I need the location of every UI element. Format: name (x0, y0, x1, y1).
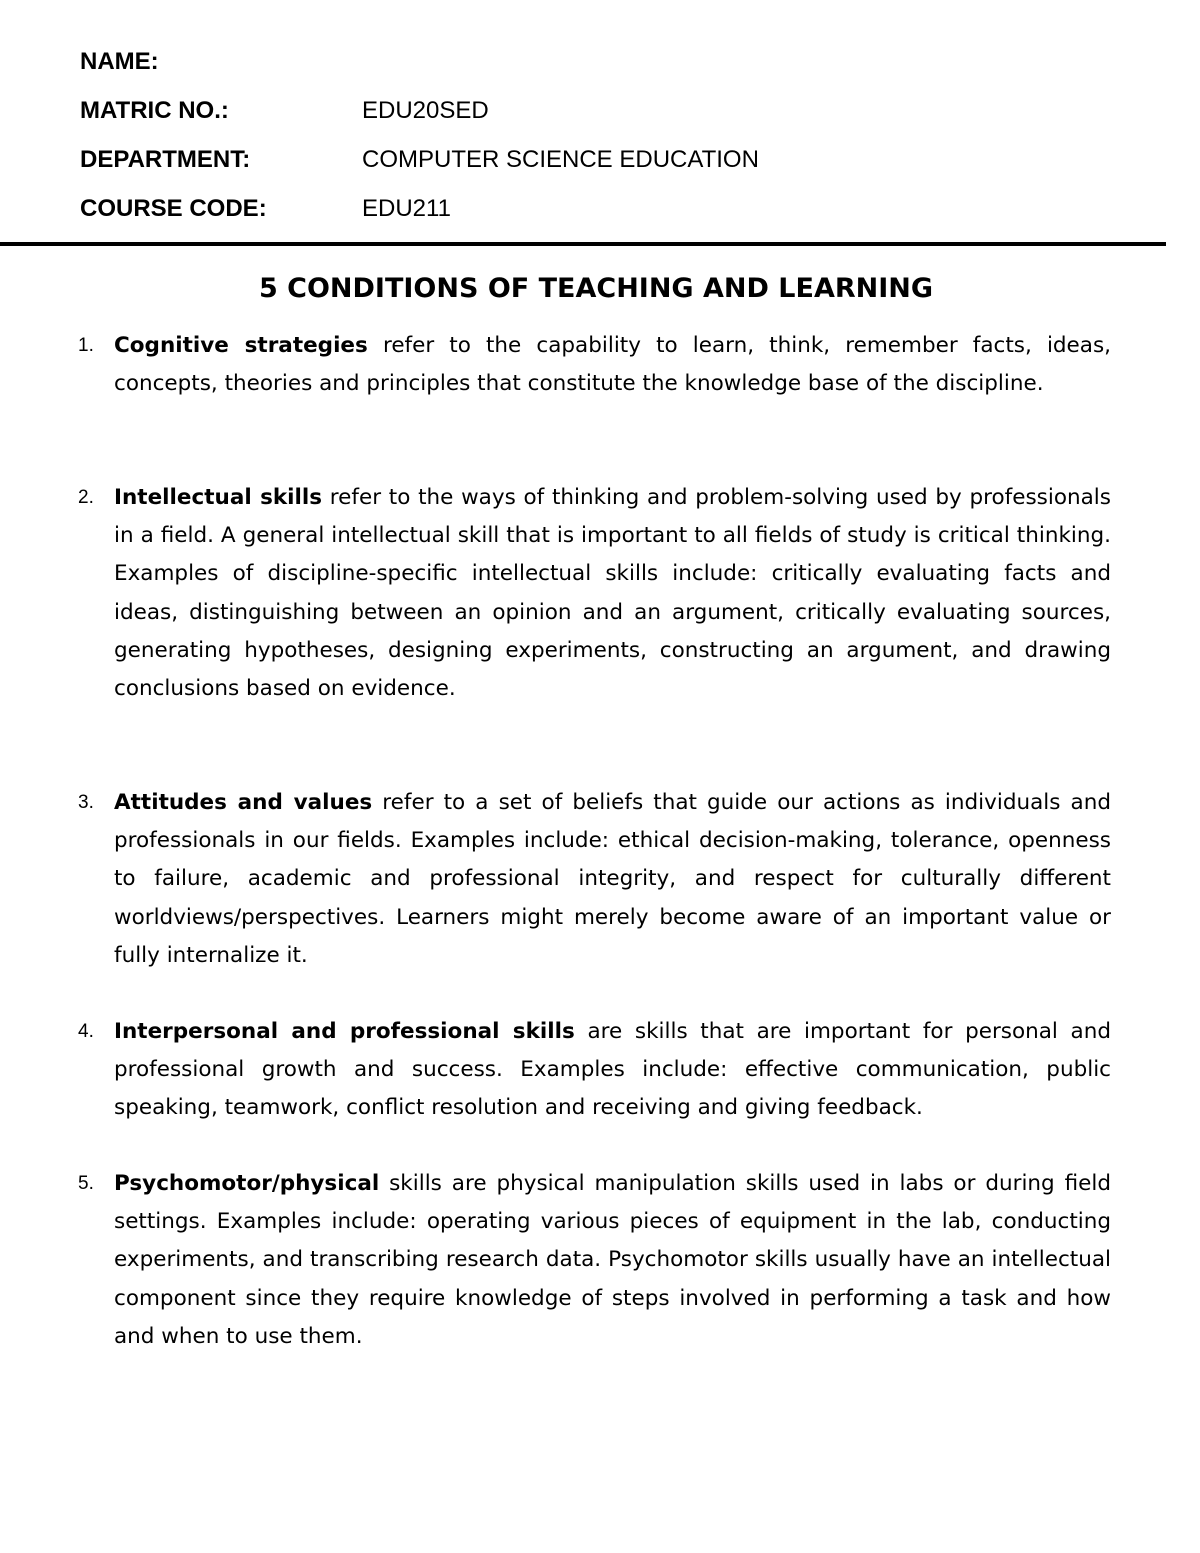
list-item-term: Interpersonal and professional skills (114, 1019, 575, 1044)
course-code-value: EDU211 (362, 195, 451, 222)
list-item (78, 1165, 1111, 1356)
list-item-text: refer to the ways of thinking and problem-solving used by professionals in a field. A general intellectual skill that is important to all fields of study is critical thinking. Examples of discipline-specific intellectual skills include: critically evaluating facts and ideas, distinguishing between an opinion and an argument, critically evaluating sources, generating hypotheses, designing experiments, constructing an argument, and drawing conclusions based on evidence. (114, 485, 1111, 702)
course-code-label: COURSE CODE: (80, 195, 267, 222)
list-item-text: skills are physical manipulation skills used in labs or during field settings. Examples include: operating various pieces of equipment in the lab, conducting experiments, and transcribing research data. Psychomotor skills usually have an intellectual component since they require knowledge of steps involved in performing a task and how and when to use them. (114, 1171, 1111, 1349)
document-title: 5 CONDITIONS OF TEACHING AND LEARNING (258, 273, 934, 304)
department-value: COMPUTER SCIENCE EDUCATION (362, 146, 759, 173)
list-item-term: Cognitive strategies (114, 333, 368, 358)
list-item-number: 4. (78, 1021, 94, 1042)
name-label: NAME: (80, 48, 159, 75)
list-item-number: 3. (78, 792, 94, 813)
list-item (78, 327, 1111, 403)
list-item-text: refer to the capability to learn, think, remember facts, ideas, concepts, theories and principles that constitute the knowledge base of the discipline. (114, 333, 1111, 397)
list-item (78, 1013, 1112, 1128)
matric-no-label: MATRIC NO.: (80, 97, 229, 124)
list-item-term: Intellectual skills (114, 485, 323, 510)
list-item-text: are skills that are important for personal and professional growth and success. Examples include: effective communication, public speaking, teamwork, conflict resolution and receiving and giving feedback. (114, 1019, 1112, 1121)
list-item (78, 784, 1112, 975)
list-item-number: 1. (78, 335, 94, 356)
header-divider (0, 242, 1166, 246)
list-item-term: Attitudes and values (114, 790, 373, 815)
list-item-text: refer to a set of beliefs that guide our actions as individuals and professionals in our fields. Examples include: ethical decision-making, tolerance, openness to failure, academic and professional integrity, and respect for culturally different worldviews/perspectives. Learners might merely become aware of an important value or fully internalize it. (114, 790, 1112, 968)
list-item-number: 2. (78, 487, 94, 508)
list-item (78, 479, 1111, 708)
list-item-number: 5. (78, 1173, 94, 1194)
matric-no-value: EDU20SED (362, 97, 489, 124)
list-item-term: Psychomotor/physical (114, 1171, 380, 1196)
department-label: DEPARTMENT: (80, 146, 251, 173)
